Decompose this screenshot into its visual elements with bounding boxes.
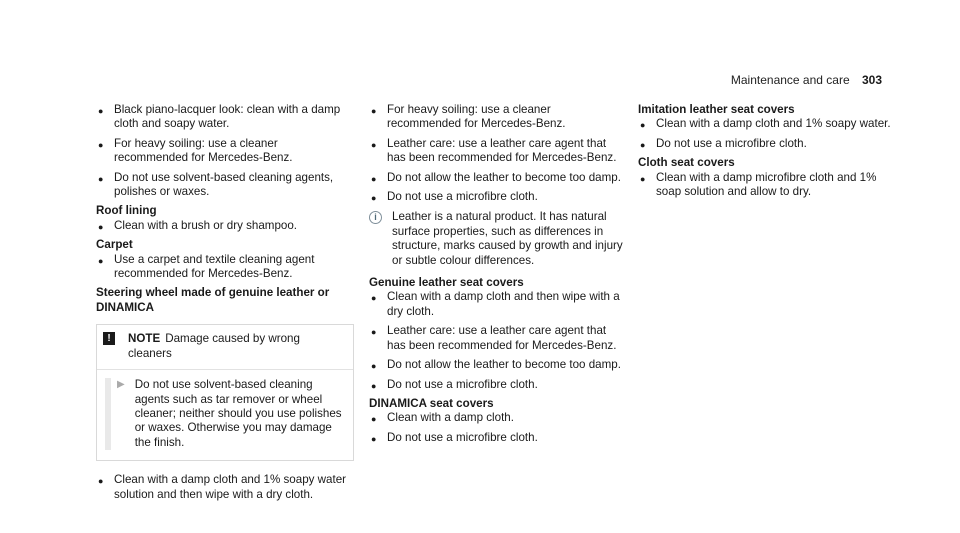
list-item: ● For heavy soiling: use a cleaner recommended for Mercedes-Benz. [98, 136, 293, 165]
info-note [369, 210, 627, 268]
list-item: ● For heavy soiling: use a cleaner recommended for Mercedes-Benz. [371, 103, 566, 131]
warning-icon: ! [103, 332, 115, 345]
list-item: ● Leather care: use a leather care agent that has been recommended for Mercedes-Benz. [371, 324, 617, 352]
note-body [97, 370, 353, 460]
list-item: ● Clean with a damp cloth and 1% soapy water. [638, 117, 898, 131]
page-number: 303 [861, 73, 882, 87]
bullet-icon: ● [371, 106, 377, 116]
bullet-icon: ● [640, 139, 646, 150]
cloth-seat-heading: Cloth seat covers [638, 156, 735, 170]
imitation-leather-heading: Imitation leather seat covers [638, 103, 795, 116]
list-item: ● Do not use a microfibre cloth. [638, 137, 898, 151]
column-2 [369, 103, 627, 450]
list-item: ● Black piano-lacquer look: clean with a damp cloth and soapy water. [98, 103, 341, 131]
steering-wheel-heading: Steering wheel made of genuine leather or DINAMICA [96, 286, 330, 314]
list-item: ● Do not use a microfibre cloth. [369, 431, 627, 445]
bullet-icon: ● [98, 106, 104, 116]
genuine-leather-heading: Genuine leather seat covers [369, 276, 524, 290]
note-label: NOTE [128, 332, 161, 346]
carpet-heading: Carpet [96, 238, 133, 252]
list-item: ● Clean with a damp cloth and then wipe with a dry cloth. [371, 290, 620, 318]
list-item: ● Do not use solvent-based cleaning agents, polishes or waxes. [98, 170, 334, 199]
bullet-icon: ● [371, 139, 377, 150]
bullet-icon: ● [98, 173, 104, 184]
bullet-icon: ● [98, 476, 104, 487]
list-item: ● Do not use a microfibre cloth. [369, 378, 627, 392]
bullet-icon: ● [371, 414, 377, 425]
list-item: ● Clean with a damp cloth and 1% soapy water solution and then wipe with a dry cloth. [98, 473, 347, 501]
list-item: ● Leather care: use a leather care agent that has been recommended for Mercedes-Benz. [371, 136, 617, 165]
info-icon: i [369, 211, 382, 224]
note-box [96, 324, 354, 461]
note-header [97, 325, 353, 370]
note-side-bar [105, 378, 111, 450]
bullet-icon: ● [371, 361, 377, 372]
column-1 [96, 103, 354, 507]
bullet-icon: ● [371, 193, 377, 204]
list-item: ● Clean with a damp microfibre cloth and 1% soap solution and allow to dry. [640, 170, 877, 199]
roof-lining-heading: Roof lining [96, 204, 157, 218]
bullet-icon: ● [371, 380, 377, 391]
bullet-icon: ● [98, 139, 104, 150]
page-header [731, 73, 882, 87]
note-text: Do not use solvent-based cleaning agents such as tar remover or wheel cleaner; neither should you use polishes or waxes. Otherwise you may damage the finish. [134, 378, 342, 449]
list-item: ● Clean with a damp cloth. [369, 411, 627, 425]
list-item: ● Do not allow the leather to become too damp. [369, 171, 627, 185]
info-text: Leather is a natural product. It has natural surface properties, such as differences in structure, marks caused by growth and injury or subtle colour differences. [392, 210, 623, 267]
bullet-icon: ● [98, 255, 104, 266]
list-item: ● Use a carpet and textile cleaning agent recommended for Mercedes-Benz. [98, 252, 315, 281]
bullet-icon: ● [98, 221, 104, 232]
section-title: Maintenance and care [730, 73, 850, 87]
note-title: Damage caused by wrong cleaners [128, 332, 300, 360]
bullet-icon: ● [640, 120, 646, 131]
list-item: ● Clean with a brush or dry shampoo. [96, 219, 354, 233]
bullet-icon: ● [640, 173, 646, 184]
bullet-icon: ● [371, 433, 377, 444]
bullet-icon: ● [371, 327, 377, 338]
dinamica-heading: DINAMICA seat covers [369, 396, 494, 410]
list-item: ● Do not allow the leather to become too damp. [369, 358, 627, 372]
play-arrow-icon: ▶ [117, 379, 125, 391]
list-item: ● Do not use a microfibre cloth. [369, 190, 627, 204]
bullet-icon: ● [371, 173, 377, 184]
bullet-icon: ● [371, 293, 377, 304]
column-3 [638, 103, 898, 204]
